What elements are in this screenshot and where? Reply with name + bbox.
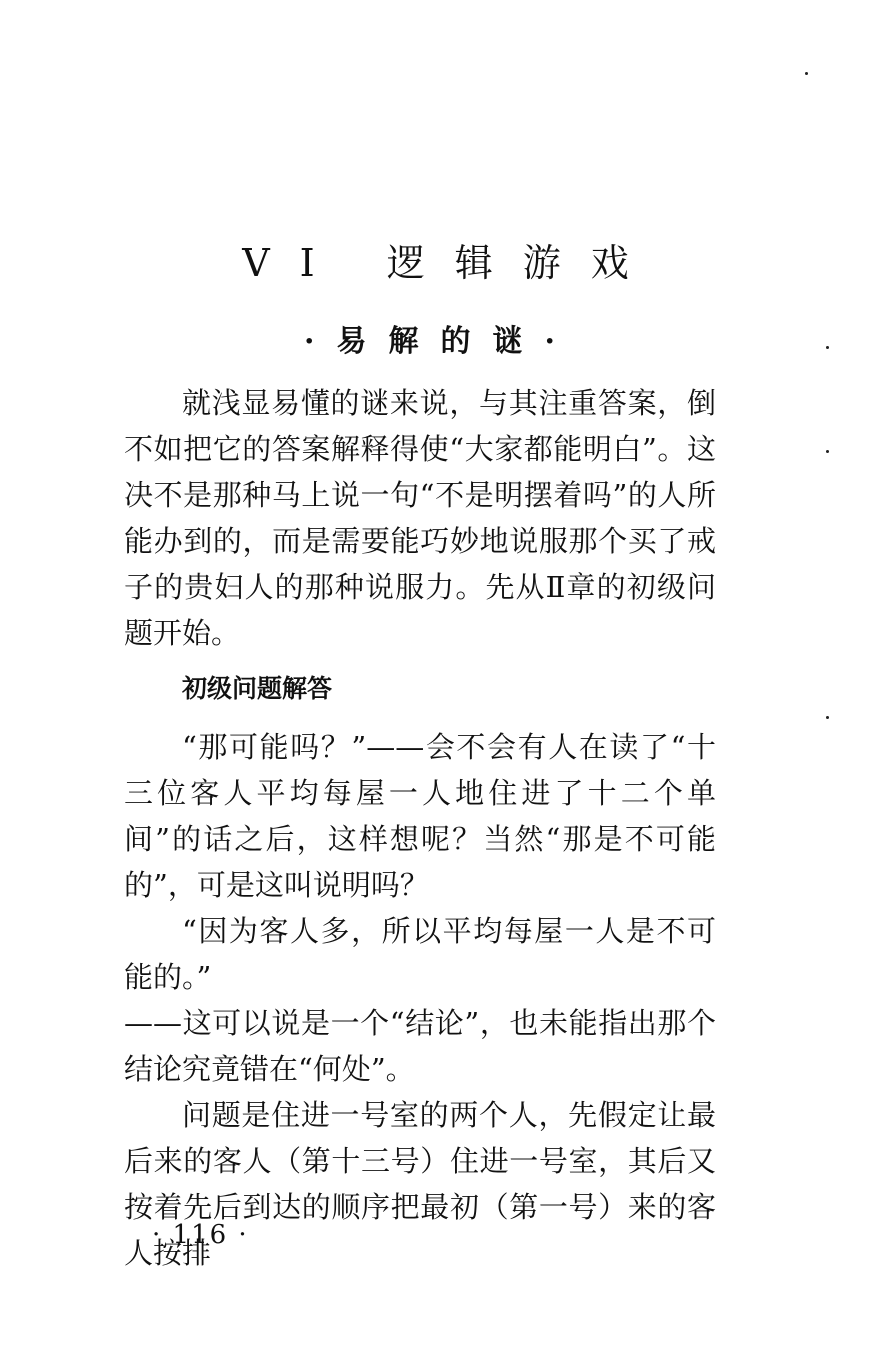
chapter-title: VI 逻辑游戏 <box>242 241 659 285</box>
intro-paragraph: 就浅显易懂的谜来说，与其注重答案，倒不如把它的答案解释得使“大家都能明白”。这决不是那种马上说一句“不是明摆着吗”的人所能办到的，而是需要能巧妙地说服那个买了戒子的贵妇人的那种说服力。先从Ⅱ章的初级问题开始。 <box>124 386 716 650</box>
scan-speck <box>805 72 808 75</box>
paragraph-4: 问题是住进一号室的两个人，先假定让最后来的客人（第十三号）住进一号室，其后又按着先后到达的顺序把最初（第一号）来的客人按排 <box>124 1098 716 1270</box>
answer-text-block <box>124 724 716 1276</box>
page-number: · 116 · <box>152 1220 249 1250</box>
scan-speck <box>826 450 829 453</box>
scan-speck <box>826 346 829 349</box>
paragraph-3: ——这可以说是一个“结论”，也未能指出那个结论究竟错在“何处”。 <box>124 1006 716 1086</box>
section-title: ·易解的谜· <box>304 324 577 359</box>
intro-text-block <box>124 380 716 656</box>
paragraph-1: “那可能吗？”——会不会有人在读了“十三位客人平均每屋一人地住进了十二个单间”的话之后，这样想呢？当然“那是不可能的”，可是这叫说明吗？ <box>124 730 716 902</box>
scan-speck <box>826 716 829 719</box>
subheading: 初级问题解答 <box>182 674 333 703</box>
paragraph-2: “因为客人多，所以平均每屋一人是不可能的。” <box>124 914 716 994</box>
